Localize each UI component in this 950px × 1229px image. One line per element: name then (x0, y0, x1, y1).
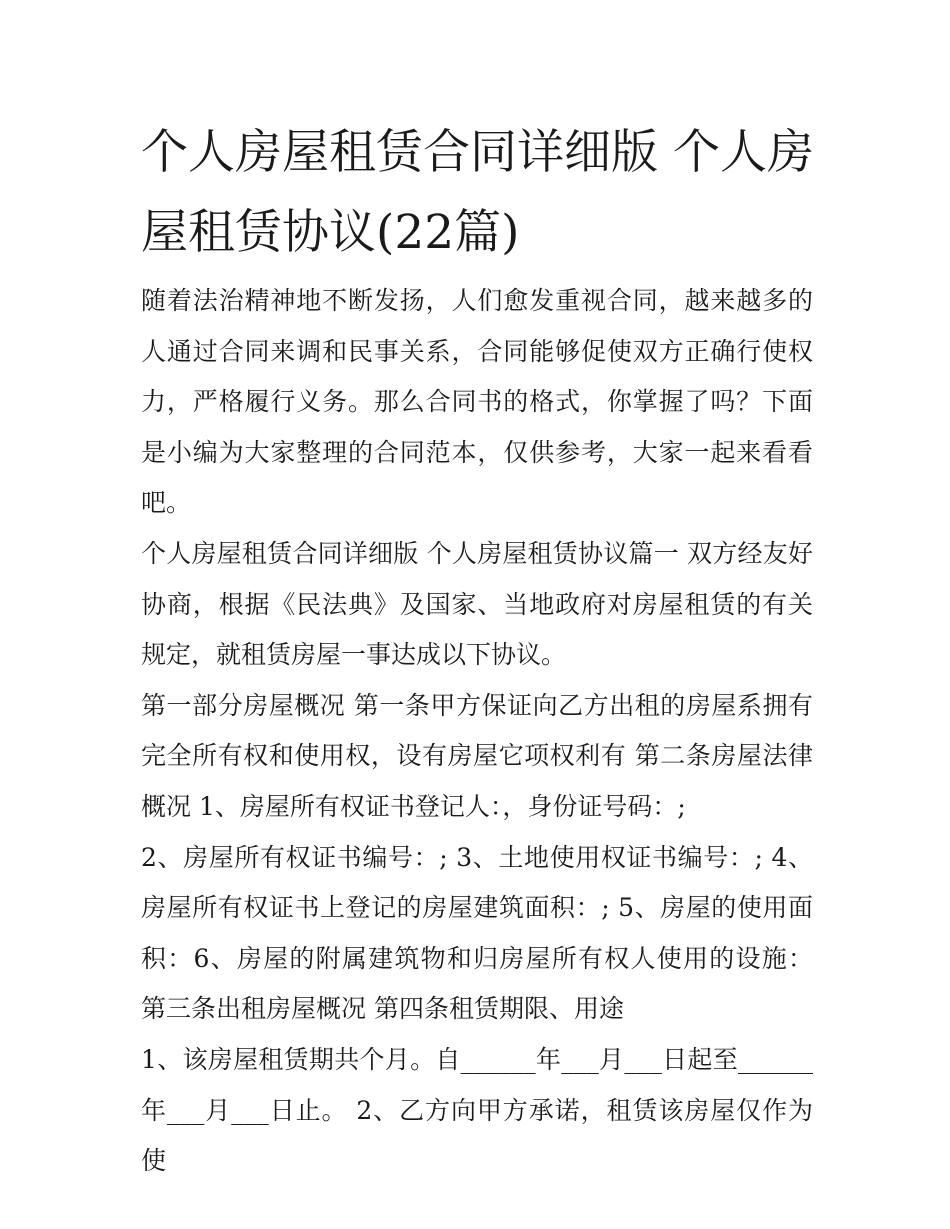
paragraph-property-overview: 第一部分房屋概况 第一条甲方保证向乙方出租的房屋系拥有完全所有权和使用权，设有房屋它项权利有 第二条房屋法律概况 1、房屋所有权证书登记人：，身份证号码：; (141, 690, 813, 821)
paragraph-agreement-opening: 个人房屋租赁合同详细版 个人房屋租赁协议篇一 双方经友好协商，根据《民法典》及国家、当地政府对房屋租赁的有关规定，就租赁房屋一事达成以下协议。 (141, 538, 813, 670)
paragraph-lease-term: 1、该房屋租赁期共个月。自______年___月___日起至______年___月___日止。 2、乙方向甲方承诺，租赁该房屋仅作为使 (141, 1044, 813, 1176)
paragraph-intro: 随着法治精神地不断发扬，人们愈发重视合同，越来越多的人通过合同来调和民事关系，合同能够促使双方正确行使权力，严格履行义务。那么合同书的格式，你掌握了吗？下面是小编为大家整理的合同范本，仅供参考，大家一起来看看吧。 (141, 286, 813, 518)
document-body (141, 276, 813, 1187)
paragraph-certificates: 2、房屋所有权证书编号：; 3、土地使用权证书编号：; 4、房屋所有权证书上登记的房屋建筑面积：; 5、房屋的使用面积：6、房屋的附属建筑物和归房屋所有权人使用的设施： 第三条出租房屋概况 第四条租赁期限、用途 (141, 842, 813, 1024)
document-title: 个人房屋租赁合同详细版 个人房屋租赁协议(22篇) (141, 125, 814, 260)
